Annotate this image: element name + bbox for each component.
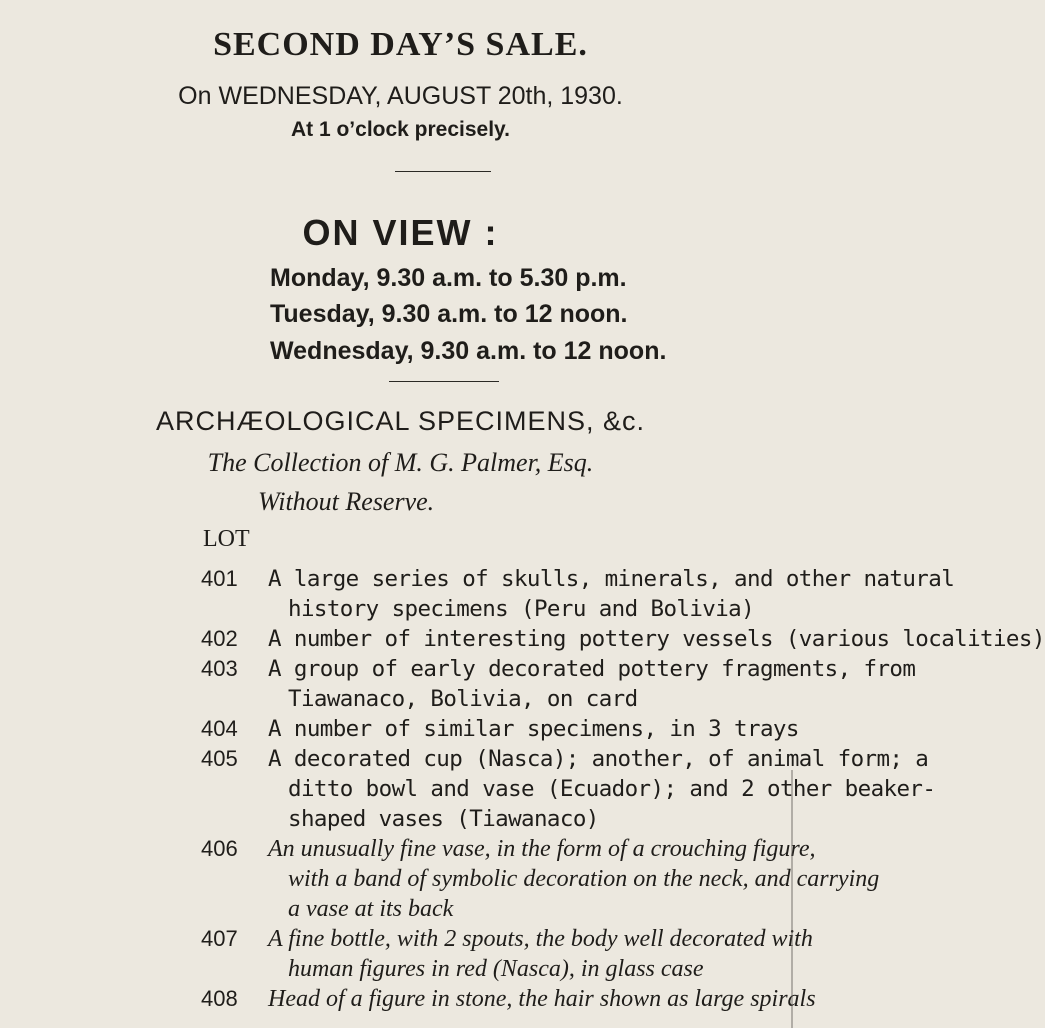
view-time-monday: Monday, 9.30 a.m. to 5.30 p.m. [270, 264, 627, 292]
lot-description [268, 564, 954, 624]
lot-line: Head of a figure in stone, the hair shown as large spirals [268, 986, 816, 1012]
lot-number: 407 [201, 926, 238, 951]
lot-description [268, 744, 935, 834]
view-time-tuesday: Tuesday, 9.30 a.m. to 12 noon. [270, 300, 628, 328]
lot-line: A number of similar specimens, in 3 trays [268, 716, 799, 742]
lot-line: history specimens (Peru and Bolivia) [288, 596, 755, 622]
view-time-wednesday: Wednesday, 9.30 a.m. to 12 noon. [270, 337, 667, 365]
lot-number: 401 [201, 566, 238, 591]
sale-time: At 1 o’clock precisely. [290, 118, 511, 141]
lot-line: ditto bowl and vase (Ecuador); and 2 other beaker- [288, 776, 936, 802]
collection-subheading: The Collection of M. G. Palmer, Esq. [207, 448, 594, 477]
lot-line: shaped vases (Tiawanaco) [288, 806, 599, 832]
lot-line: human figures in red (Nasca), in glass case [288, 956, 704, 982]
lot-description [268, 624, 1045, 654]
reserve-note: Without Reserve. [258, 487, 435, 516]
sale-date: On WEDNESDAY, AUGUST 20th, 1930. [178, 82, 623, 110]
lot-line: A decorated cup (Nasca); another, of animal form; a [268, 746, 929, 772]
divider-rule [395, 171, 491, 172]
lot-number: 403 [201, 656, 238, 681]
lot-description [268, 654, 915, 714]
on-view-heading: ON VIEW : [302, 212, 499, 253]
lot-number: 405 [201, 746, 238, 771]
lot-line: a vase at its back [288, 896, 454, 922]
page-edge-mark [791, 770, 793, 1028]
section-heading: ARCHÆOLOGICAL SPECIMENS, &c. [155, 406, 646, 436]
sale-title: SECOND DAY’S SALE. [213, 26, 588, 63]
divider-rule [389, 381, 499, 382]
lot-number: 408 [201, 986, 238, 1011]
lot-description [268, 834, 879, 924]
lot-line: Tiawanaco, Bolivia, on card [288, 686, 638, 712]
lot-description [268, 924, 813, 984]
lot-number: 406 [201, 836, 238, 861]
lot-line: A large series of skulls, minerals, and other natural [268, 566, 955, 592]
lot-line: A number of interesting pottery vessels (various localities) [268, 626, 1045, 652]
lot-number: 404 [201, 716, 238, 741]
lot-description [268, 984, 816, 1014]
lot-line: A fine bottle, with 2 spouts, the body well decorated with [268, 926, 813, 952]
lot-line: A group of early decorated pottery fragments, from [268, 656, 916, 682]
lot-column-header: LOT [203, 526, 250, 552]
lot-number: 402 [201, 626, 238, 651]
lot-line: An unusually fine vase, in the form of a crouching figure, [268, 836, 816, 862]
lot-line: with a band of symbolic decoration on the neck, and carrying [288, 866, 880, 892]
lot-description [268, 714, 799, 744]
